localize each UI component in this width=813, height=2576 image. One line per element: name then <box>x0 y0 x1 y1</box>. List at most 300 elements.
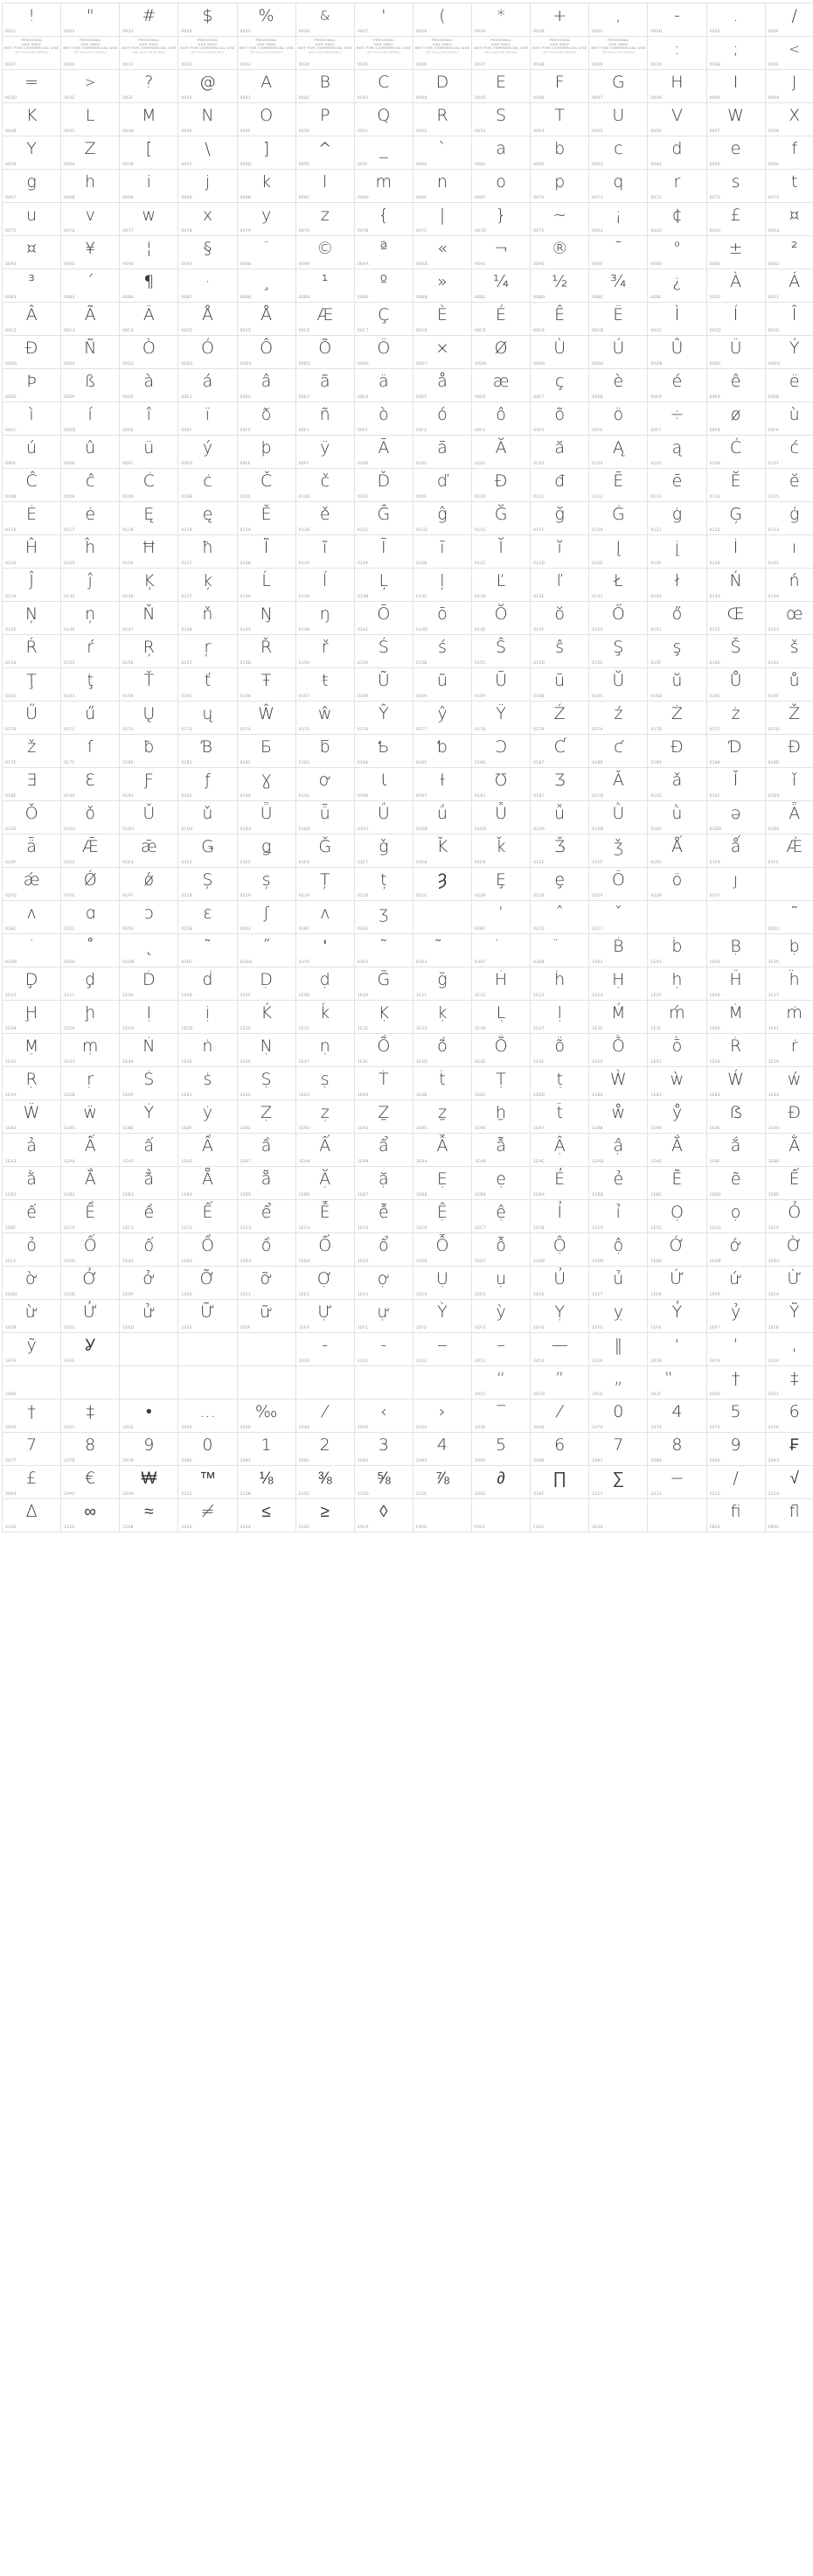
glyph-cell[interactable] <box>61 37 120 70</box>
glyph-cell[interactable] <box>531 934 589 967</box>
glyph-cell[interactable] <box>413 136 471 170</box>
glyph-cell[interactable] <box>472 469 531 502</box>
glyph-cell[interactable] <box>531 535 589 569</box>
glyph-cell[interactable] <box>295 402 354 436</box>
glyph-cell[interactable] <box>531 336 589 369</box>
glyph-cell[interactable] <box>648 868 706 901</box>
glyph-cell[interactable] <box>178 3 237 37</box>
glyph-cell[interactable] <box>120 236 178 269</box>
glyph-cell[interactable] <box>765 1034 813 1067</box>
glyph-cell[interactable] <box>354 103 413 136</box>
glyph-cell[interactable] <box>589 668 648 702</box>
glyph-cell[interactable] <box>61 1100 120 1134</box>
glyph-cell[interactable] <box>648 735 706 768</box>
glyph-cell[interactable] <box>706 635 765 668</box>
glyph-cell[interactable] <box>531 70 589 103</box>
glyph-cell[interactable] <box>178 735 237 768</box>
glyph-cell[interactable] <box>61 1433 120 1466</box>
glyph-cell[interactable] <box>648 834 706 868</box>
glyph-cell[interactable] <box>178 1100 237 1134</box>
glyph-cell[interactable] <box>589 1400 648 1433</box>
glyph-cell[interactable] <box>765 103 813 136</box>
glyph-cell[interactable] <box>120 1001 178 1034</box>
glyph-cell[interactable] <box>706 1134 765 1167</box>
glyph-cell[interactable] <box>413 1366 471 1400</box>
glyph-cell[interactable] <box>120 1466 178 1499</box>
glyph-cell[interactable] <box>295 1466 354 1499</box>
glyph-cell[interactable] <box>354 336 413 369</box>
glyph-cell[interactable] <box>648 702 706 735</box>
glyph-cell[interactable] <box>413 834 471 868</box>
glyph-cell[interactable] <box>3 1466 61 1499</box>
glyph-cell[interactable] <box>472 402 531 436</box>
glyph-cell[interactable] <box>648 1300 706 1333</box>
glyph-cell[interactable] <box>472 1100 531 1134</box>
glyph-cell[interactable] <box>531 37 589 70</box>
glyph-cell[interactable] <box>354 834 413 868</box>
glyph-cell[interactable] <box>354 436 413 469</box>
glyph-cell[interactable] <box>354 469 413 502</box>
glyph-cell[interactable] <box>178 1167 237 1200</box>
glyph-cell[interactable] <box>178 70 237 103</box>
glyph-cell[interactable] <box>237 535 295 569</box>
glyph-cell[interactable] <box>589 1067 648 1100</box>
glyph-cell[interactable] <box>178 1233 237 1267</box>
glyph-cell[interactable] <box>648 569 706 602</box>
glyph-cell[interactable] <box>765 37 813 70</box>
glyph-cell[interactable] <box>354 535 413 569</box>
glyph-cell[interactable] <box>354 269 413 303</box>
glyph-cell[interactable] <box>589 1233 648 1267</box>
glyph-cell[interactable] <box>472 1466 531 1499</box>
glyph-cell[interactable] <box>648 3 706 37</box>
glyph-cell[interactable] <box>531 3 589 37</box>
glyph-cell[interactable] <box>589 934 648 967</box>
glyph-cell[interactable] <box>706 934 765 967</box>
glyph-cell[interactable] <box>413 768 471 801</box>
glyph-cell[interactable] <box>120 1067 178 1100</box>
glyph-cell[interactable] <box>413 1134 471 1167</box>
glyph-cell[interactable] <box>3 170 61 203</box>
glyph-cell[interactable] <box>178 236 237 269</box>
glyph-cell[interactable] <box>472 901 531 934</box>
glyph-cell[interactable] <box>472 136 531 170</box>
glyph-cell[interactable] <box>61 1267 120 1300</box>
glyph-cell[interactable] <box>472 635 531 668</box>
glyph-cell[interactable] <box>120 303 178 336</box>
glyph-cell[interactable] <box>413 502 471 535</box>
glyph-cell[interactable] <box>237 203 295 236</box>
glyph-cell[interactable] <box>706 1233 765 1267</box>
glyph-cell[interactable] <box>295 136 354 170</box>
glyph-cell[interactable] <box>472 336 531 369</box>
glyph-cell[interactable] <box>120 1233 178 1267</box>
glyph-cell[interactable] <box>237 369 295 402</box>
glyph-cell[interactable] <box>237 901 295 934</box>
glyph-cell[interactable] <box>178 967 237 1001</box>
glyph-cell[interactable] <box>354 369 413 402</box>
glyph-cell[interactable] <box>178 336 237 369</box>
glyph-cell[interactable] <box>765 1267 813 1300</box>
glyph-cell[interactable] <box>295 1067 354 1100</box>
glyph-cell[interactable] <box>3 203 61 236</box>
glyph-cell[interactable] <box>354 1001 413 1034</box>
glyph-cell[interactable] <box>61 901 120 934</box>
glyph-cell[interactable] <box>61 170 120 203</box>
glyph-cell[interactable] <box>354 934 413 967</box>
glyph-cell[interactable] <box>706 1366 765 1400</box>
glyph-cell[interactable] <box>295 3 354 37</box>
glyph-cell[interactable] <box>706 502 765 535</box>
glyph-cell[interactable] <box>589 1167 648 1200</box>
glyph-cell[interactable] <box>648 967 706 1001</box>
glyph-cell[interactable] <box>765 1466 813 1499</box>
glyph-cell[interactable] <box>295 801 354 834</box>
glyph-cell[interactable] <box>295 868 354 901</box>
glyph-cell[interactable] <box>706 236 765 269</box>
glyph-cell[interactable] <box>706 1267 765 1300</box>
glyph-cell[interactable] <box>3 967 61 1001</box>
glyph-cell[interactable] <box>3 934 61 967</box>
glyph-cell[interactable] <box>413 602 471 635</box>
glyph-cell[interactable] <box>706 203 765 236</box>
glyph-cell[interactable] <box>295 1366 354 1400</box>
glyph-cell[interactable] <box>589 203 648 236</box>
glyph-cell[interactable] <box>354 170 413 203</box>
glyph-cell[interactable] <box>3 1034 61 1067</box>
glyph-cell[interactable] <box>765 1167 813 1200</box>
glyph-cell[interactable] <box>472 1067 531 1100</box>
glyph-cell[interactable] <box>765 967 813 1001</box>
glyph-cell[interactable] <box>295 269 354 303</box>
glyph-cell[interactable] <box>61 1400 120 1433</box>
glyph-cell[interactable] <box>765 702 813 735</box>
glyph-cell[interactable] <box>120 3 178 37</box>
glyph-cell[interactable] <box>706 436 765 469</box>
glyph-cell[interactable] <box>295 934 354 967</box>
glyph-cell[interactable] <box>295 602 354 635</box>
glyph-cell[interactable] <box>61 369 120 402</box>
glyph-cell[interactable] <box>237 1267 295 1300</box>
glyph-cell[interactable] <box>648 236 706 269</box>
glyph-cell[interactable] <box>589 635 648 668</box>
glyph-cell[interactable] <box>765 203 813 236</box>
glyph-cell[interactable] <box>295 1100 354 1134</box>
glyph-cell[interactable] <box>413 269 471 303</box>
glyph-cell[interactable] <box>706 1100 765 1134</box>
glyph-cell[interactable] <box>589 436 648 469</box>
glyph-cell[interactable] <box>589 1300 648 1333</box>
glyph-cell[interactable] <box>413 535 471 569</box>
glyph-cell[interactable] <box>120 402 178 436</box>
glyph-cell[interactable] <box>295 1333 354 1366</box>
glyph-cell[interactable] <box>295 768 354 801</box>
glyph-cell[interactable] <box>295 502 354 535</box>
glyph-cell[interactable] <box>61 702 120 735</box>
glyph-cell[interactable] <box>531 103 589 136</box>
glyph-cell[interactable] <box>237 37 295 70</box>
glyph-cell[interactable] <box>472 801 531 834</box>
glyph-cell[interactable] <box>178 602 237 635</box>
glyph-cell[interactable] <box>295 1034 354 1067</box>
glyph-cell[interactable] <box>178 1333 237 1366</box>
glyph-cell[interactable] <box>3 801 61 834</box>
glyph-cell[interactable] <box>61 834 120 868</box>
glyph-cell[interactable] <box>765 768 813 801</box>
glyph-cell[interactable] <box>61 868 120 901</box>
glyph-cell[interactable] <box>237 1001 295 1034</box>
glyph-cell[interactable] <box>120 735 178 768</box>
glyph-cell[interactable] <box>531 602 589 635</box>
glyph-cell[interactable] <box>765 1300 813 1333</box>
glyph-cell[interactable] <box>237 1034 295 1067</box>
glyph-cell[interactable] <box>295 170 354 203</box>
glyph-cell[interactable] <box>765 668 813 702</box>
glyph-cell[interactable] <box>178 834 237 868</box>
glyph-cell[interactable] <box>531 1499 589 1532</box>
glyph-cell[interactable] <box>3 1067 61 1100</box>
glyph-cell[interactable] <box>706 535 765 569</box>
glyph-cell[interactable] <box>237 170 295 203</box>
glyph-cell[interactable] <box>3 1400 61 1433</box>
glyph-cell[interactable] <box>589 269 648 303</box>
glyph-cell[interactable] <box>178 136 237 170</box>
glyph-cell[interactable] <box>472 1433 531 1466</box>
glyph-cell[interactable] <box>765 535 813 569</box>
glyph-cell[interactable] <box>648 336 706 369</box>
glyph-cell[interactable] <box>178 1499 237 1532</box>
glyph-cell[interactable] <box>648 1333 706 1366</box>
glyph-cell[interactable] <box>237 602 295 635</box>
glyph-cell[interactable] <box>237 1499 295 1532</box>
glyph-cell[interactable] <box>3 469 61 502</box>
glyph-cell[interactable] <box>648 436 706 469</box>
glyph-cell[interactable] <box>237 1100 295 1134</box>
glyph-cell[interactable] <box>589 236 648 269</box>
glyph-cell[interactable] <box>61 635 120 668</box>
glyph-cell[interactable] <box>765 834 813 868</box>
glyph-cell[interactable] <box>706 136 765 170</box>
glyph-cell[interactable] <box>354 1233 413 1267</box>
glyph-cell[interactable] <box>765 303 813 336</box>
glyph-cell[interactable] <box>648 1067 706 1100</box>
glyph-cell[interactable] <box>120 801 178 834</box>
glyph-cell[interactable] <box>3 1233 61 1267</box>
glyph-cell[interactable] <box>706 469 765 502</box>
glyph-cell[interactable] <box>765 1001 813 1034</box>
glyph-cell[interactable] <box>531 203 589 236</box>
glyph-cell[interactable] <box>3 37 61 70</box>
glyph-cell[interactable] <box>648 1034 706 1067</box>
glyph-cell[interactable] <box>120 1034 178 1067</box>
glyph-cell[interactable] <box>61 1333 120 1366</box>
glyph-cell[interactable] <box>237 1134 295 1167</box>
glyph-cell[interactable] <box>3 236 61 269</box>
glyph-cell[interactable] <box>765 236 813 269</box>
glyph-cell[interactable] <box>765 170 813 203</box>
glyph-cell[interactable] <box>472 934 531 967</box>
glyph-cell[interactable] <box>237 469 295 502</box>
glyph-cell[interactable] <box>589 1134 648 1167</box>
glyph-cell[interactable] <box>765 369 813 402</box>
glyph-cell[interactable] <box>237 635 295 668</box>
glyph-cell[interactable] <box>295 336 354 369</box>
glyph-cell[interactable] <box>648 1167 706 1200</box>
glyph-cell[interactable] <box>178 768 237 801</box>
glyph-cell[interactable] <box>120 635 178 668</box>
glyph-cell[interactable] <box>589 702 648 735</box>
glyph-cell[interactable] <box>648 635 706 668</box>
glyph-cell[interactable] <box>3 1267 61 1300</box>
glyph-cell[interactable] <box>3 369 61 402</box>
glyph-cell[interactable] <box>178 1200 237 1233</box>
glyph-cell[interactable] <box>3 70 61 103</box>
glyph-cell[interactable] <box>413 635 471 668</box>
glyph-cell[interactable] <box>237 768 295 801</box>
glyph-cell[interactable] <box>531 702 589 735</box>
glyph-cell[interactable] <box>120 336 178 369</box>
glyph-cell[interactable] <box>178 868 237 901</box>
glyph-cell[interactable] <box>472 868 531 901</box>
glyph-cell[interactable] <box>472 602 531 635</box>
glyph-cell[interactable] <box>120 203 178 236</box>
glyph-cell[interactable] <box>706 303 765 336</box>
glyph-cell[interactable] <box>589 602 648 635</box>
glyph-cell[interactable] <box>589 1333 648 1366</box>
glyph-cell[interactable] <box>120 103 178 136</box>
glyph-cell[interactable] <box>589 1366 648 1400</box>
glyph-cell[interactable] <box>706 602 765 635</box>
glyph-cell[interactable] <box>706 3 765 37</box>
glyph-cell[interactable] <box>3 735 61 768</box>
glyph-cell[interactable] <box>706 569 765 602</box>
glyph-cell[interactable] <box>3 868 61 901</box>
glyph-cell[interactable] <box>3 1100 61 1134</box>
glyph-cell[interactable] <box>765 1499 813 1532</box>
glyph-cell[interactable] <box>648 801 706 834</box>
glyph-cell[interactable] <box>3 3 61 37</box>
glyph-cell[interactable] <box>3 768 61 801</box>
glyph-cell[interactable] <box>295 1200 354 1233</box>
glyph-cell[interactable] <box>354 136 413 170</box>
glyph-cell[interactable] <box>765 1366 813 1400</box>
glyph-cell[interactable] <box>61 203 120 236</box>
glyph-cell[interactable] <box>706 369 765 402</box>
glyph-cell[interactable] <box>648 1134 706 1167</box>
glyph-cell[interactable] <box>61 1067 120 1100</box>
glyph-cell[interactable] <box>706 967 765 1001</box>
glyph-cell[interactable] <box>413 402 471 436</box>
glyph-cell[interactable] <box>237 868 295 901</box>
glyph-cell[interactable] <box>413 1300 471 1333</box>
glyph-cell[interactable] <box>531 502 589 535</box>
glyph-cell[interactable] <box>354 1433 413 1466</box>
glyph-cell[interactable] <box>706 170 765 203</box>
glyph-cell[interactable] <box>3 668 61 702</box>
glyph-cell[interactable] <box>61 768 120 801</box>
glyph-cell[interactable] <box>765 868 813 901</box>
glyph-cell[interactable] <box>706 1300 765 1333</box>
glyph-cell[interactable] <box>531 569 589 602</box>
glyph-cell[interactable] <box>354 1333 413 1366</box>
glyph-cell[interactable] <box>531 1067 589 1100</box>
glyph-cell[interactable] <box>354 1067 413 1100</box>
glyph-cell[interactable] <box>237 103 295 136</box>
glyph-cell[interactable] <box>531 1433 589 1466</box>
glyph-cell[interactable] <box>413 702 471 735</box>
glyph-cell[interactable] <box>120 702 178 735</box>
glyph-cell[interactable] <box>3 635 61 668</box>
glyph-cell[interactable] <box>178 801 237 834</box>
glyph-cell[interactable] <box>3 569 61 602</box>
glyph-cell[interactable] <box>178 1267 237 1300</box>
glyph-cell[interactable] <box>413 37 471 70</box>
glyph-cell[interactable] <box>61 502 120 535</box>
glyph-cell[interactable] <box>61 934 120 967</box>
glyph-cell[interactable] <box>354 768 413 801</box>
glyph-cell[interactable] <box>178 1034 237 1067</box>
glyph-cell[interactable] <box>472 702 531 735</box>
glyph-cell[interactable] <box>589 735 648 768</box>
glyph-cell[interactable] <box>3 136 61 170</box>
glyph-cell[interactable] <box>61 1499 120 1532</box>
glyph-cell[interactable] <box>237 668 295 702</box>
glyph-cell[interactable] <box>648 203 706 236</box>
glyph-cell[interactable] <box>237 136 295 170</box>
glyph-cell[interactable] <box>648 303 706 336</box>
glyph-cell[interactable] <box>354 1400 413 1433</box>
glyph-cell[interactable] <box>295 303 354 336</box>
glyph-cell[interactable] <box>765 70 813 103</box>
glyph-cell[interactable] <box>589 1100 648 1134</box>
glyph-cell[interactable] <box>472 735 531 768</box>
glyph-cell[interactable] <box>120 1366 178 1400</box>
glyph-cell[interactable] <box>3 834 61 868</box>
glyph-cell[interactable] <box>237 569 295 602</box>
glyph-cell[interactable] <box>237 834 295 868</box>
glyph-cell[interactable] <box>354 901 413 934</box>
glyph-cell[interactable] <box>120 535 178 569</box>
glyph-cell[interactable] <box>765 735 813 768</box>
glyph-cell[interactable] <box>178 635 237 668</box>
glyph-cell[interactable] <box>472 1267 531 1300</box>
glyph-cell[interactable] <box>61 402 120 436</box>
glyph-cell[interactable] <box>531 967 589 1001</box>
glyph-cell[interactable] <box>531 1001 589 1034</box>
glyph-cell[interactable] <box>706 668 765 702</box>
glyph-cell[interactable] <box>295 535 354 569</box>
glyph-cell[interactable] <box>531 1333 589 1366</box>
glyph-cell[interactable] <box>120 569 178 602</box>
glyph-cell[interactable] <box>589 1433 648 1466</box>
glyph-cell[interactable] <box>178 535 237 569</box>
glyph-cell[interactable] <box>472 967 531 1001</box>
glyph-cell[interactable] <box>589 70 648 103</box>
glyph-cell[interactable] <box>706 70 765 103</box>
glyph-cell[interactable] <box>295 702 354 735</box>
glyph-cell[interactable] <box>413 1233 471 1267</box>
glyph-cell[interactable] <box>413 901 471 934</box>
glyph-cell[interactable] <box>120 1433 178 1466</box>
glyph-cell[interactable] <box>354 668 413 702</box>
glyph-cell[interactable] <box>589 369 648 402</box>
glyph-cell[interactable] <box>648 768 706 801</box>
glyph-cell[interactable] <box>706 402 765 436</box>
glyph-cell[interactable] <box>61 569 120 602</box>
glyph-cell[interactable] <box>3 901 61 934</box>
glyph-cell[interactable] <box>237 336 295 369</box>
glyph-cell[interactable] <box>237 1466 295 1499</box>
